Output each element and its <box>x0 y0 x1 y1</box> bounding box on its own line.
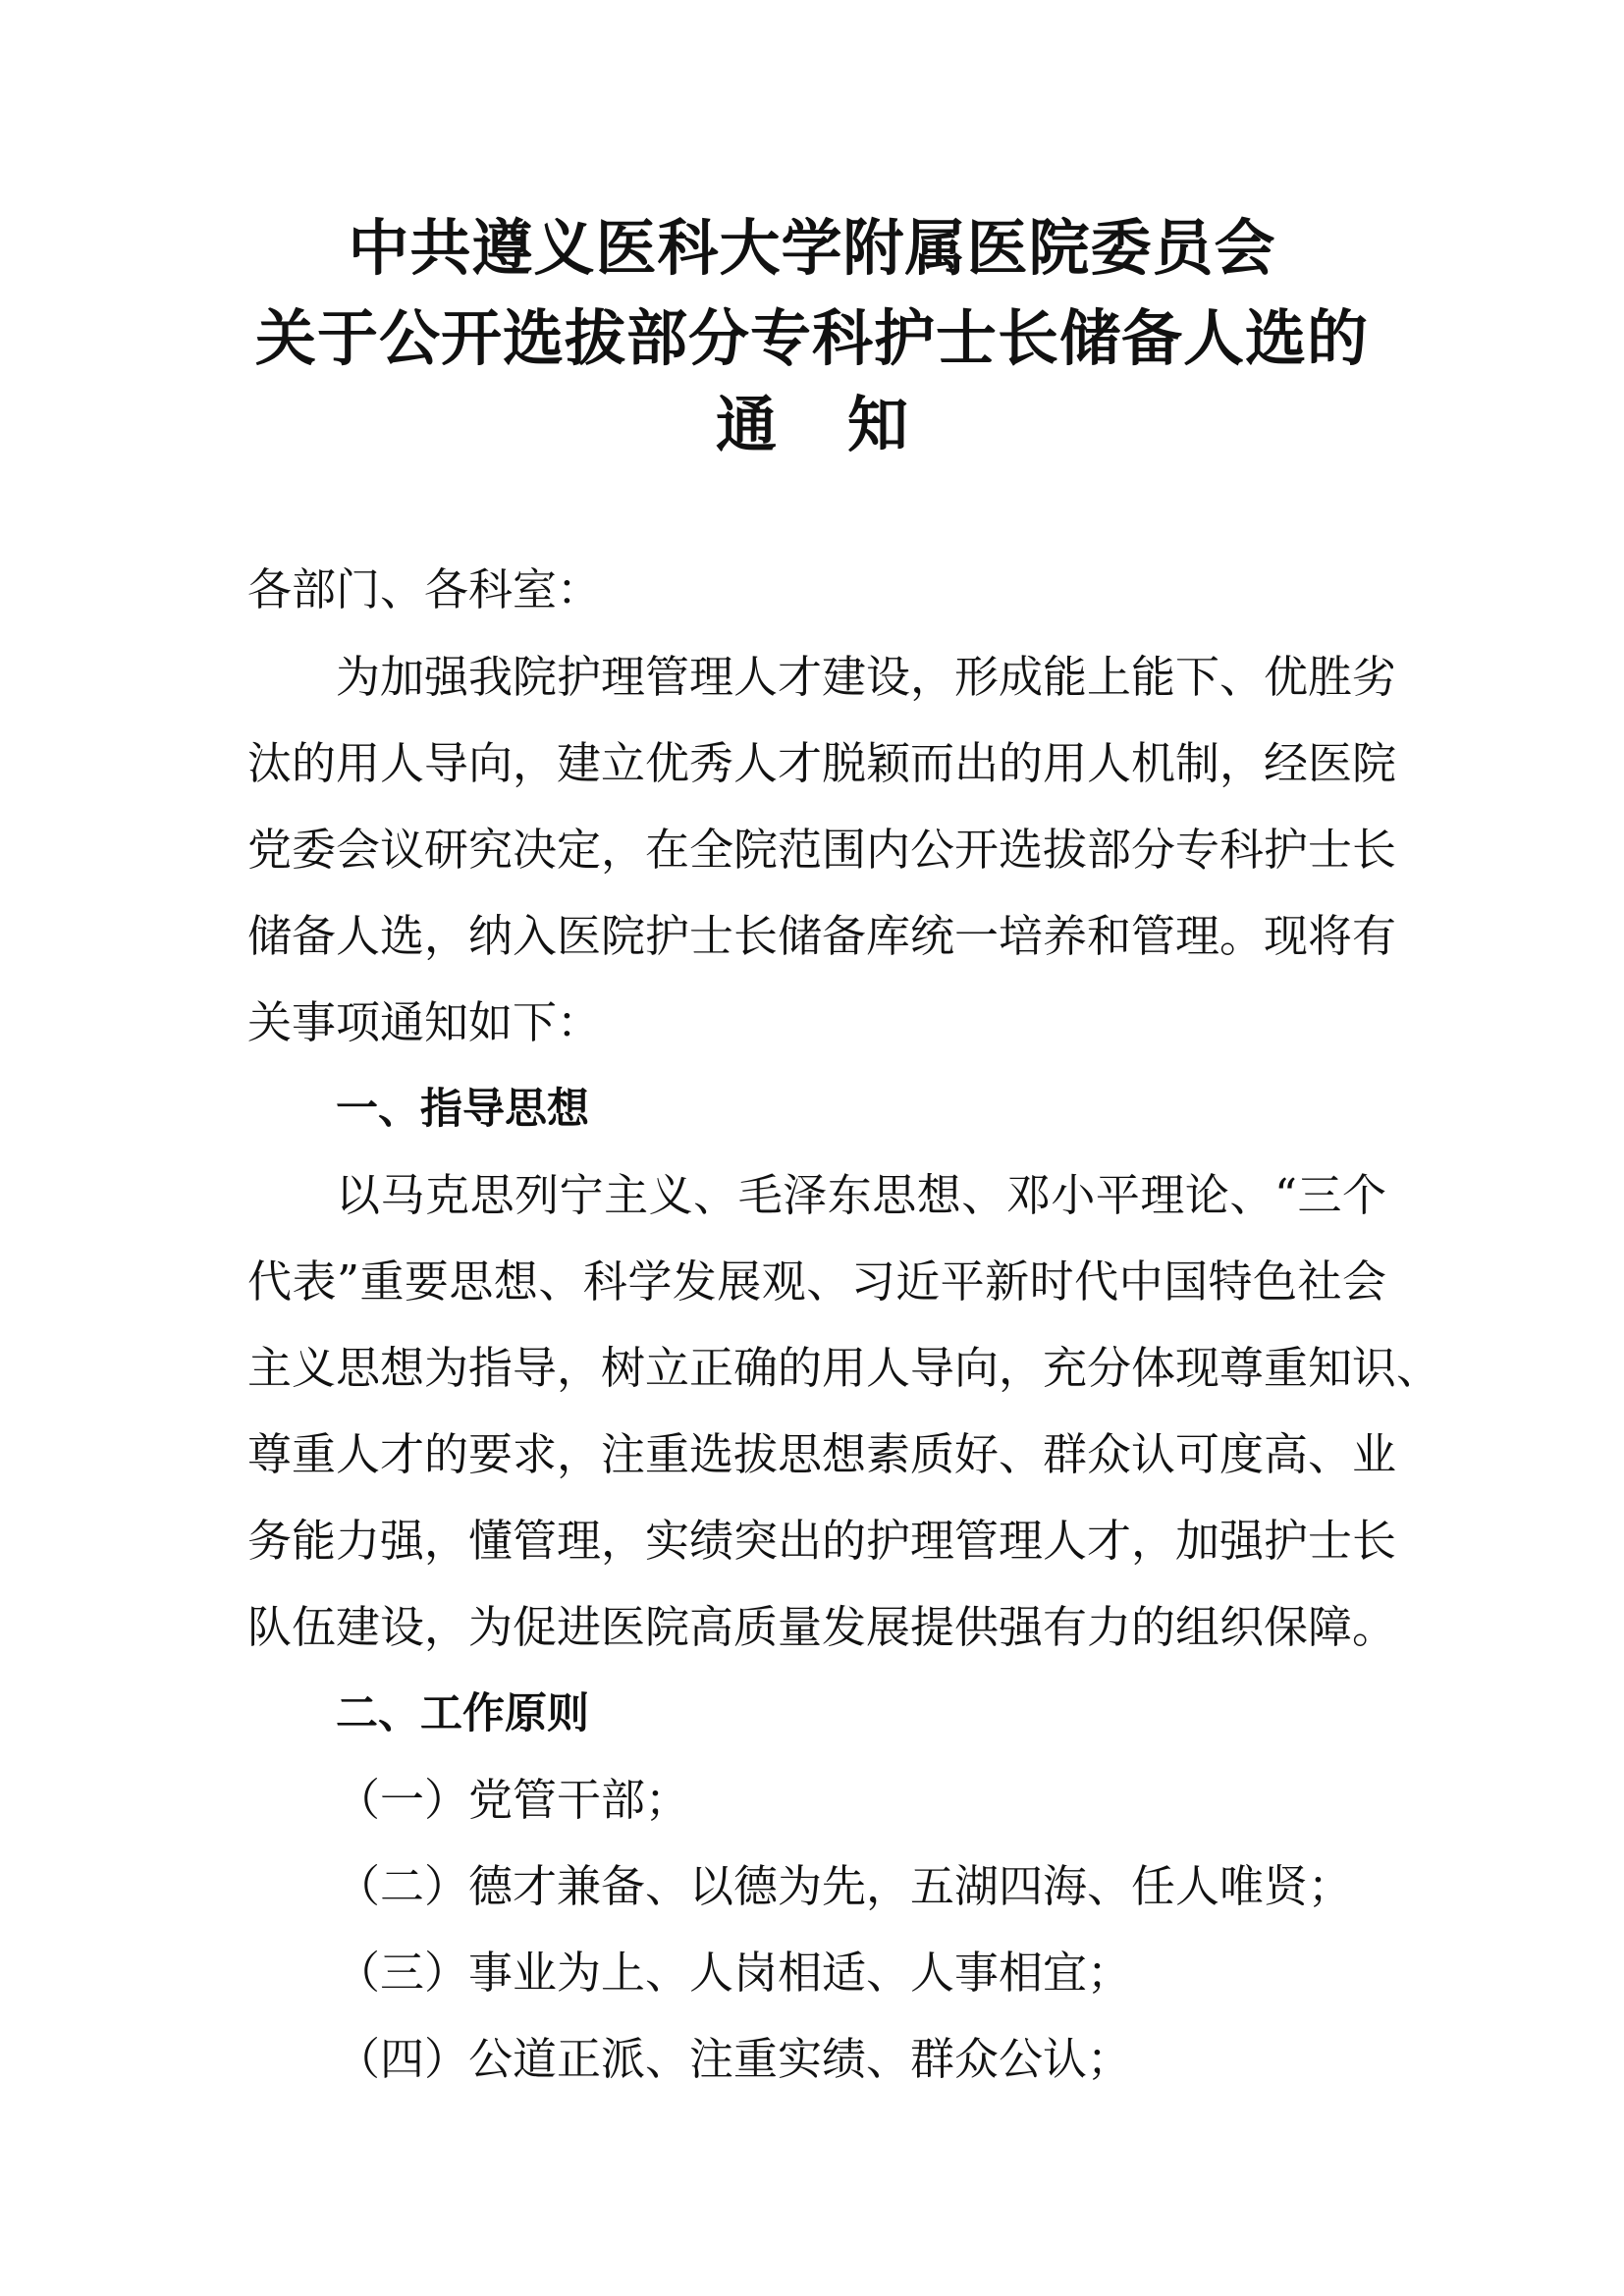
principle-item-4: （四）公道正派、注重实绩、群众公认； <box>336 2033 1132 2085</box>
section-heading-work-principles: 二、工作原则 <box>336 1689 589 1738</box>
intro-paragraph-line-4: 储备人选，纳入医院护士长储备库统一培养和管理。现将有 <box>247 910 1397 962</box>
intro-paragraph-line-1: 为加强我院护理管理人才建设，形成能上能下、优胜劣 <box>336 651 1397 703</box>
section1-line-1: 以马克思列宁主义、毛泽东思想、邓小平理论、“三个 <box>336 1169 1386 1221</box>
section1-line-4: 尊重人才的要求，注重选拔思想素质好、群众认可度高、业 <box>247 1428 1397 1480</box>
section1-line-2: 代表”重要思想、科学发展观、习近平新时代中国特色社会 <box>247 1255 1386 1308</box>
title-word-2: 知 <box>847 389 909 460</box>
section1-line-6: 队伍建设，为促进医院高质量发展提供强有力的组织保障。 <box>247 1601 1397 1653</box>
principle-item-1: （一）党管干部； <box>336 1774 690 1826</box>
section-heading-guiding-ideology: 一、指导思想 <box>336 1085 589 1134</box>
intro-paragraph-line-5: 关事项通知如下： <box>247 996 602 1048</box>
document-title-line-2: 关于公开选拔部分专科护士长储备人选的 <box>254 302 1369 374</box>
document-title-line-1: 中共遵义医科大学附属医院委员会 <box>348 212 1276 284</box>
salutation: 各部门、各科室： <box>247 563 602 615</box>
title-word-1: 通 <box>715 389 777 460</box>
section1-line-5: 务能力强，懂管理，实绩突出的护理管理人才，加强护士长 <box>247 1515 1397 1567</box>
intro-paragraph-line-2: 汰的用人导向，建立优秀人才脱颖而出的用人机制，经医院 <box>247 737 1397 789</box>
principle-item-2: （二）德才兼备、以德为先，五湖四海、任人唯贤； <box>336 1860 1353 1912</box>
document-title-line-3 <box>0 386 1624 464</box>
section1-line-3: 主义思想为指导，树立正确的用人导向，充分体现尊重知识、 <box>247 1342 1441 1394</box>
intro-paragraph-line-3: 党委会议研究决定，在全院范围内公开选拔部分专科护士长 <box>247 824 1397 876</box>
principle-item-3: （三）事业为上、人岗相适、人事相宜； <box>336 1947 1132 1999</box>
